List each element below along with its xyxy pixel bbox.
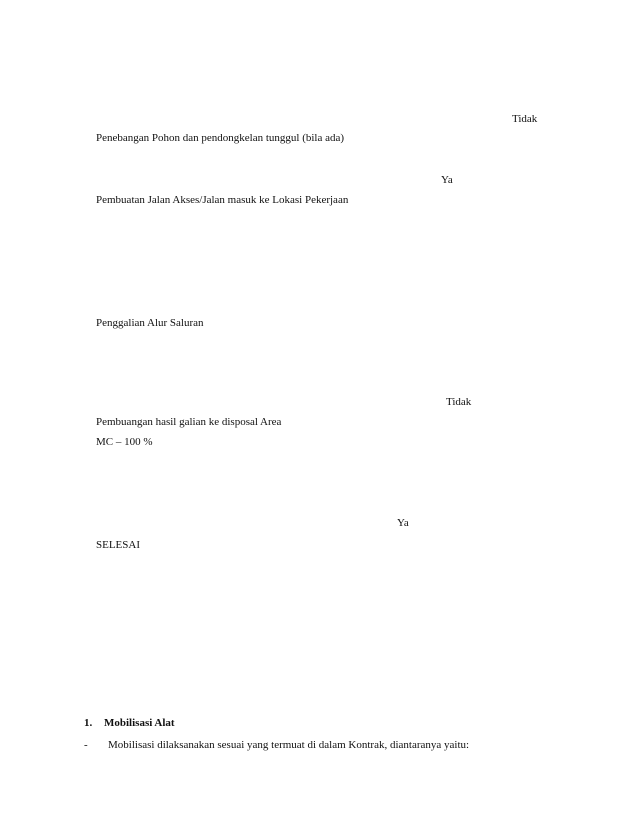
decision-label-tidak: Tidak xyxy=(512,113,538,125)
step-mc-100: MC – 100 % xyxy=(96,436,153,448)
decision-label-tidak: Tidak xyxy=(446,396,472,408)
bullet-marker: - xyxy=(84,739,88,751)
section-title: Mobilisasi Alat xyxy=(104,717,175,729)
section-number: 1. xyxy=(84,717,93,729)
step-pembuangan-galian: Pembuangan hasil galian ke disposal Area xyxy=(96,416,282,428)
step-penggalian-alur: Penggalian Alur Saluran xyxy=(96,317,204,329)
step-penebangan-pohon: Penebangan Pohon dan pendongkelan tunggul (bila ada) xyxy=(96,132,345,144)
decision-label-ya: Ya xyxy=(441,174,453,186)
section-paragraph: Mobilisasi dilaksanakan sesuai yang termuat di dalam Kontrak, diantaranya yaitu: xyxy=(108,739,470,751)
step-pembuatan-jalan-akses: Pembuatan Jalan Akses/Jalan masuk ke Lokasi Pekerjaan xyxy=(96,194,349,206)
step-selesai: SELESAI xyxy=(96,539,140,551)
decision-label-ya: Ya xyxy=(397,517,409,529)
